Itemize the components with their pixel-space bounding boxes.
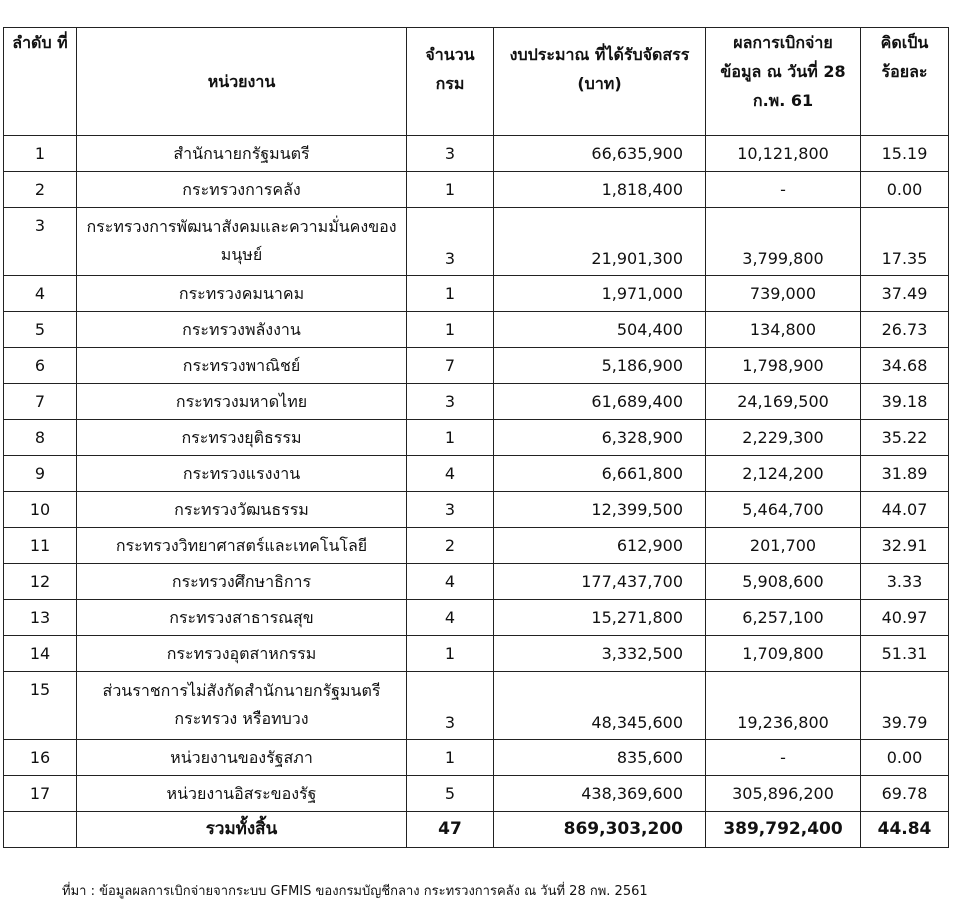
header-no: ลำดับ ที่ [4,28,77,136]
row-percent: 3.33 [861,564,949,600]
row-percent: 69.78 [861,776,949,812]
row-no: 17 [4,776,77,812]
row-agency: กระทรวงอุตสาหกรรม [77,636,407,672]
row-percent: 31.89 [861,456,949,492]
row-disbursed: 2,124,200 [706,456,861,492]
total-label: รวมทั้งสิ้น [77,812,407,848]
table-row [4,456,949,492]
row-disbursed: 6,257,100 [706,600,861,636]
row-depts: 3 [407,384,494,420]
row-percent: 40.97 [861,600,949,636]
row-depts: 4 [407,600,494,636]
row-budget: 3,332,500 [494,636,706,672]
table-row [4,636,949,672]
row-budget: 1,971,000 [494,276,706,312]
row-disbursed: - [706,172,861,208]
row-depts: 3 [407,672,494,740]
row-depts: 4 [407,564,494,600]
row-percent: 32.91 [861,528,949,564]
row-depts: 1 [407,636,494,672]
row-depts: 2 [407,528,494,564]
header-percent: คิดเป็น ร้อยละ [861,28,949,136]
row-disbursed: 3,799,800 [706,208,861,276]
row-disbursed: 1,709,800 [706,636,861,672]
row-agency: ส่วนราชการไม่สังกัดสำนักนายกรัฐมนตรี กระทรวง หรือทบวง [77,672,407,740]
row-depts: 1 [407,420,494,456]
row-agency: กระทรวงสาธารณสุข [77,600,407,636]
row-depts: 1 [407,276,494,312]
table-row [4,776,949,812]
row-agency: หน่วยงานของรัฐสภา [77,740,407,776]
row-no: 2 [4,172,77,208]
header-budget: งบประมาณ ที่ได้รับจัดสรร (บาท) [494,28,706,136]
row-depts: 4 [407,456,494,492]
row-disbursed: 10,121,800 [706,136,861,172]
row-disbursed: 2,229,300 [706,420,861,456]
budget-disbursement-table [3,27,949,848]
row-budget: 1,818,400 [494,172,706,208]
total-disbursed: 389,792,400 [706,812,861,848]
row-depts: 3 [407,492,494,528]
row-percent: 0.00 [861,740,949,776]
row-agency: กระทรวงแรงงาน [77,456,407,492]
row-no: 1 [4,136,77,172]
row-budget: 6,661,800 [494,456,706,492]
row-budget: 48,345,600 [494,672,706,740]
row-no: 8 [4,420,77,456]
row-budget: 5,186,900 [494,348,706,384]
row-percent: 51.31 [861,636,949,672]
row-no: 3 [4,208,77,276]
row-no: 14 [4,636,77,672]
table-row [4,384,949,420]
row-budget: 177,437,700 [494,564,706,600]
row-agency: กระทรวงคมนาคม [77,276,407,312]
table-row [4,136,949,172]
row-no: 13 [4,600,77,636]
row-depts: 5 [407,776,494,812]
row-no: 10 [4,492,77,528]
row-budget: 438,369,600 [494,776,706,812]
row-budget: 835,600 [494,740,706,776]
row-agency: กระทรวงมหาดไทย [77,384,407,420]
row-disbursed: 134,800 [706,312,861,348]
table-row [4,528,949,564]
row-agency: กระทรวงพลังงาน [77,312,407,348]
row-depts: 3 [407,136,494,172]
row-budget: 15,271,800 [494,600,706,636]
table-row [4,276,949,312]
row-disbursed: 201,700 [706,528,861,564]
source-note: ที่มา : ข้อมูลผลการเบิกจ่ายจากระบบ GFMIS ของกรมบัญชีกลาง กระทรวงการคลัง ณ วันที่ 28 กพ. 2561 [62,884,648,899]
row-budget: 612,900 [494,528,706,564]
row-percent: 39.79 [861,672,949,740]
row-agency: กระทรวงการคลัง [77,172,407,208]
row-disbursed: 19,236,800 [706,672,861,740]
table-row [4,172,949,208]
row-agency: กระทรวงวิทยาศาสตร์และเทคโนโลยี [77,528,407,564]
row-budget: 21,901,300 [494,208,706,276]
row-percent: 37.49 [861,276,949,312]
row-no: 4 [4,276,77,312]
row-percent: 44.07 [861,492,949,528]
row-disbursed: 1,798,900 [706,348,861,384]
row-percent: 0.00 [861,172,949,208]
row-budget: 504,400 [494,312,706,348]
row-disbursed: 5,908,600 [706,564,861,600]
row-no: 7 [4,384,77,420]
row-disbursed: 5,464,700 [706,492,861,528]
table-row [4,312,949,348]
header-row [4,28,949,136]
row-percent: 26.73 [861,312,949,348]
row-budget: 61,689,400 [494,384,706,420]
row-percent: 15.19 [861,136,949,172]
row-no: 6 [4,348,77,384]
row-disbursed: 305,896,200 [706,776,861,812]
row-disbursed: - [706,740,861,776]
table-row [4,672,949,740]
row-no: 11 [4,528,77,564]
row-depts: 1 [407,172,494,208]
table-row [4,348,949,384]
row-agency: กระทรวงการพัฒนาสังคมและความมั่นคงของมนุษย์ [77,208,407,276]
row-disbursed: 739,000 [706,276,861,312]
row-no: 9 [4,456,77,492]
row-no: 16 [4,740,77,776]
row-agency: หน่วยงานอิสระของรัฐ [77,776,407,812]
table-row [4,492,949,528]
row-budget: 6,328,900 [494,420,706,456]
table-row [4,564,949,600]
header-depts: จำนวน กรม [407,28,494,136]
table-row [4,420,949,456]
total-percent: 44.84 [861,812,949,848]
row-no: 12 [4,564,77,600]
row-agency: กระทรวงศึกษาธิการ [77,564,407,600]
total-row [4,812,949,848]
row-budget: 12,399,500 [494,492,706,528]
row-depts: 7 [407,348,494,384]
header-disbursed: ผลการเบิกจ่าย ข้อมูล ณ วันที่ 28 ก.พ. 61 [706,28,861,136]
table-row [4,600,949,636]
row-depts: 3 [407,208,494,276]
row-disbursed: 24,169,500 [706,384,861,420]
row-percent: 34.68 [861,348,949,384]
row-no: 5 [4,312,77,348]
row-agency: กระทรวงวัฒนธรรม [77,492,407,528]
total-no-cell [4,812,77,848]
row-agency: สำนักนายกรัฐมนตรี [77,136,407,172]
table-row [4,208,949,276]
total-depts: 47 [407,812,494,848]
row-depts: 1 [407,312,494,348]
row-percent: 17.35 [861,208,949,276]
row-agency: กระทรวงยุติธรรม [77,420,407,456]
row-no: 15 [4,672,77,740]
row-percent: 35.22 [861,420,949,456]
row-budget: 66,635,900 [494,136,706,172]
table-row [4,740,949,776]
header-agency: หน่วยงาน [77,28,407,136]
row-depts: 1 [407,740,494,776]
row-agency: กระทรวงพาณิชย์ [77,348,407,384]
row-percent: 39.18 [861,384,949,420]
total-budget: 869,303,200 [494,812,706,848]
